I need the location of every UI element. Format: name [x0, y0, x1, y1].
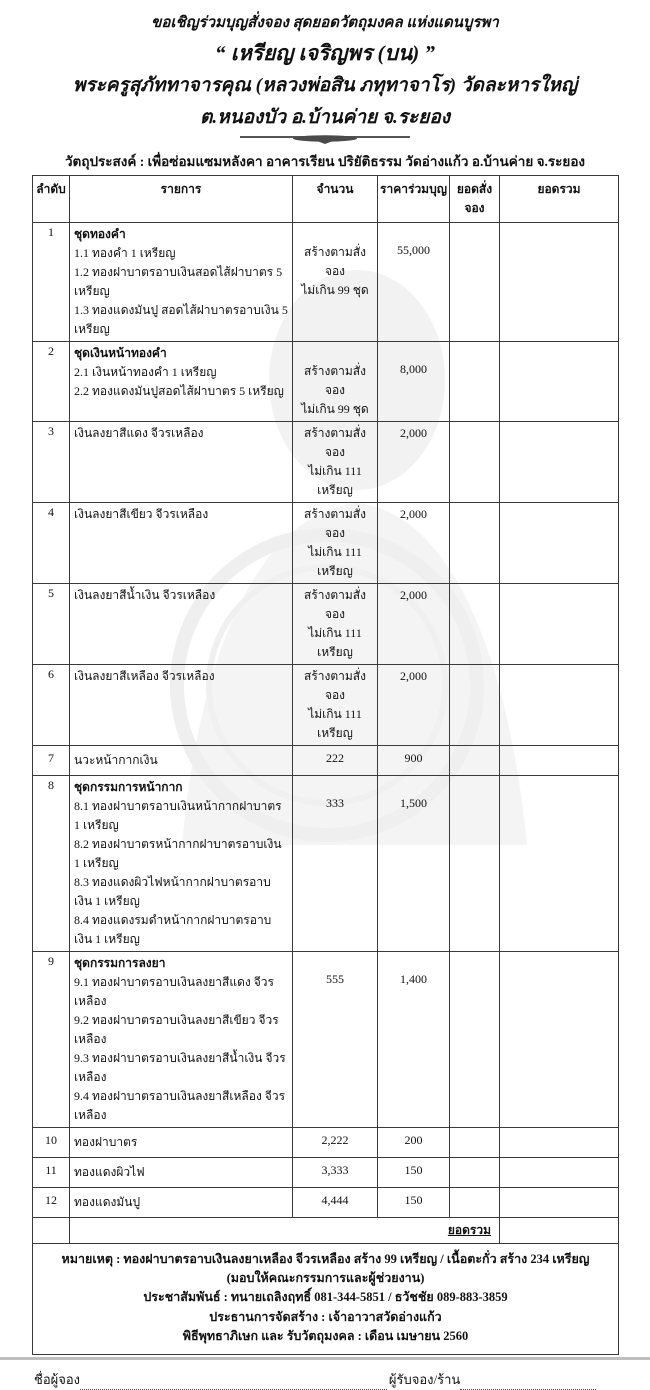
item-text: เงินลงยาสีแดง จีวรเหลือง [74, 425, 204, 440]
order-amount-cell [450, 951, 500, 1127]
table-row [33, 341, 619, 421]
table-row [33, 745, 619, 775]
reserver-name-line [80, 1376, 387, 1390]
quantity-line: 2,222 [321, 1132, 349, 1147]
table-row [33, 951, 619, 1127]
item-subline: 8.2 ทองฝาบาตรหน้ากากฝาบาตรอาบเงิน 1 เหรียญ [74, 836, 282, 870]
price-cell: 150 [378, 1187, 450, 1217]
quantity-cell [293, 502, 378, 583]
temple-location-line: ต.หนองบัว อ.บ้านค่าย จ.ระยอง [199, 106, 451, 128]
row-number: 7 [33, 745, 70, 775]
price-cell: 2,000 [378, 583, 450, 664]
row-total-cell [500, 951, 619, 1127]
row-total-cell [500, 1127, 619, 1157]
header-invite-line: ขอเชิญร่วมบุญสั่งจอง สุดยอดวัตถุมงคล แห่งแดนบูรพา [151, 15, 499, 31]
item-cell [70, 222, 293, 341]
row-number: 11 [33, 1157, 70, 1187]
row-total-cell [500, 222, 619, 341]
table-row [33, 1157, 619, 1187]
row-total-cell [500, 745, 619, 775]
item-cell [70, 1157, 293, 1187]
amulet-name-line: “ เหรียญ เจริญพร (บน) ” [215, 40, 435, 65]
row-number: 12 [33, 1187, 70, 1217]
quantity-cell [293, 341, 378, 421]
row-total-cell [500, 1187, 619, 1217]
row-total-cell [500, 341, 619, 421]
price-cell: 2,000 [378, 421, 450, 502]
quantity-line: ไม่เกิน 99 ชุด [301, 401, 369, 416]
receiver-shop-line [460, 1376, 596, 1390]
row-total-cell [500, 421, 619, 502]
item-cell [70, 421, 293, 502]
order-amount-cell [450, 583, 500, 664]
item-subline: 2.2 ทองแดงมันปูสอดไส้ฝาบาตร 5 เหรียญ [74, 383, 284, 398]
note-line: ประธานการจัดสร้าง : เจ้าอาวาสวัดอ่างแก้ว [209, 1309, 442, 1324]
row-total-cell [500, 583, 619, 664]
item-subline: 1.3 ทองแดงมันปู สอดไส้ฝาบาตรอาบเงิน 5 เหรียญ [74, 302, 288, 336]
item-text: ทองฝาบาตร [74, 1134, 138, 1149]
quantity-cell [293, 664, 378, 745]
item-text: ทองแดงผิวไฟ [74, 1164, 145, 1179]
item-cell [70, 583, 293, 664]
item-text: เงินลงยาสีเขียว จีวรเหลือง [74, 506, 209, 521]
grand-total-value-cell [500, 1217, 619, 1243]
purpose-line: วัตถุประสงค์ : เพื่อซ่อมแซมหลังคา อาคารเรียน ปริยัติธรรม วัดอ่างแก้ว อ.บ้านค่าย จ.ระยอง [64, 153, 586, 169]
receiver-shop-label: ผู้รับจอง/ร้าน [388, 1372, 461, 1388]
row-number: 1 [33, 222, 70, 341]
table-row [33, 583, 619, 664]
table-row [33, 664, 619, 745]
quantity-line: ไม่เกิน 111 เหรียญ [308, 463, 362, 497]
signature-row [34, 1369, 596, 1390]
price-cell: 200 [378, 1127, 450, 1157]
item-cell [70, 745, 293, 775]
quantity-line: ไม่เกิน 111 เหรียญ [308, 625, 362, 659]
quantity-line: 555 [326, 971, 344, 986]
quantity-line: 222 [326, 750, 344, 765]
item-cell [70, 1127, 293, 1157]
scan-fold-line [0, 1357, 650, 1360]
quantity-line: สร้างตามสั่งจอง [304, 506, 366, 540]
notes-row [33, 1243, 619, 1355]
table-row [33, 775, 619, 951]
quantity-line: 333 [326, 795, 344, 810]
price-cell: 150 [378, 1157, 450, 1187]
row-number: 10 [33, 1127, 70, 1157]
item-subline: 9.1 ทองฝาบาตรอาบเงินลงยาสีแดง จีวรเหลือง [74, 974, 274, 1008]
quantity-cell [293, 583, 378, 664]
row-number: 3 [33, 421, 70, 502]
row-number: 5 [33, 583, 70, 664]
price-cell: 8,000 [378, 341, 450, 421]
item-cell [70, 341, 293, 421]
form-header [0, 14, 650, 144]
order-amount-cell [450, 421, 500, 502]
item-cell [70, 775, 293, 951]
quantity-line: ไม่เกิน 111 เหรียญ [308, 544, 362, 578]
table-row [33, 1187, 619, 1217]
table-row [33, 421, 619, 502]
item-title: ชุดกรรมการหน้ากาก [74, 779, 183, 794]
item-cell [70, 502, 293, 583]
item-subline: 9.4 ทองฝาบาตรอาบเงินลงยาสีเหลือง จีวรเหลือง [74, 1088, 286, 1122]
order-table-wrapper [32, 175, 618, 1356]
notes-section [33, 1243, 619, 1355]
order-amount-cell [450, 1157, 500, 1187]
quantity-cell [293, 1187, 378, 1217]
divider-ornament-icon [240, 132, 410, 144]
row-number: 9 [33, 951, 70, 1127]
item-text: เงินลงยาสีเหลือง จีวรเหลือง [74, 668, 215, 683]
quantity-cell [293, 1157, 378, 1187]
item-subline: 8.1 ทองฝาบาตรอาบเงินหน้ากากฝาบาตร 1 เหรียญ [74, 798, 282, 832]
order-amount-cell [450, 1127, 500, 1157]
item-subline: 9.3 ทองฝาบาตรอาบเงินลงยาสีน้ำเงิน จีวรเหลือง [74, 1050, 286, 1084]
quantity-cell [293, 775, 378, 951]
order-amount-cell [450, 341, 500, 421]
row-total-cell [500, 775, 619, 951]
item-subline: 2.1 เงินหน้าทองคำ 1 เหรียญ [74, 364, 217, 379]
monk-name-line: พระครูสุภัททาจารคุณ (หลวงพ่อสิน ภทุทาจาโร) วัดละหารใหญ่ [72, 75, 578, 96]
price-cell: 900 [378, 745, 450, 775]
item-subline: 9.2 ทองฝาบาตรอาบเงินลงยาสีเขียว จีวรเหลือง [74, 1012, 279, 1046]
item-text: เงินลงยาสีน้ำเงิน จีวรเหลือง [74, 587, 216, 602]
item-title: ชุดเงินหน้าทองคำ [74, 345, 167, 360]
table-header-row [33, 175, 619, 222]
item-title: ชุดทองคำ [74, 226, 126, 241]
quantity-line: ไม่เกิน 99 ชุด [301, 282, 369, 297]
header-cell-2: จำนวน [293, 175, 378, 222]
quantity-line: สร้างตามสั่งจอง [304, 587, 366, 621]
order-amount-cell [450, 1187, 500, 1217]
price-cell: 2,000 [378, 664, 450, 745]
quantity-line: 4,444 [321, 1192, 349, 1207]
reserver-name-label: ชื่อผู้จอง [34, 1372, 81, 1388]
item-subline: 1.1 ทองคำ 1 เหรียญ [74, 245, 176, 260]
order-amount-cell [450, 222, 500, 341]
quantity-cell [293, 421, 378, 502]
quantity-cell [293, 745, 378, 775]
row-total-cell [500, 1157, 619, 1187]
item-subline: 8.4 ทองแดงรมดำหน้ากากฝาบาตรอาบเงิน 1 เหรียญ [74, 912, 272, 946]
grand-total-label: ยอดรวม [70, 1217, 500, 1243]
item-cell [70, 951, 293, 1127]
item-text: ทองแดงมันปู [74, 1194, 141, 1209]
note-line: ประชาสัมพันธ์ : ทนายเถลิงฤทธิ์ 081-344-5851 / ธวัชชัย 089-883-3859 [143, 1290, 508, 1305]
quantity-line: สร้างตามสั่งจอง [304, 425, 366, 459]
price-cell: 2,000 [378, 502, 450, 583]
note-line: (มอบให้คณะกรรมการและผู้ช่วยงาน) [226, 1270, 425, 1285]
order-table-body [33, 222, 619, 1217]
quantity-line: 3,333 [321, 1162, 349, 1177]
item-text: นวะหน้ากากเงิน [74, 752, 158, 767]
order-amount-cell [450, 664, 500, 745]
table-row [33, 222, 619, 341]
quantity-line: สร้างตามสั่งจอง [304, 668, 366, 702]
quantity-cell [293, 222, 378, 341]
table-row [33, 1127, 619, 1157]
table-row [33, 502, 619, 583]
header-cell-1: รายการ [70, 175, 293, 222]
row-total-cell [500, 502, 619, 583]
header-cell-5: ยอดรวม [500, 175, 619, 222]
price-cell: 1,500 [378, 775, 450, 951]
price-cell: 1,400 [378, 951, 450, 1127]
item-subline: 8.3 ทองแดงผิวไฟหน้ากากฝาบาตรอาบเงิน 1 เหรียญ [74, 874, 271, 908]
item-cell [70, 1187, 293, 1217]
order-table [32, 175, 619, 1356]
row-number: 6 [33, 664, 70, 745]
header-cell-0: ลำดับ [33, 175, 70, 222]
header-cell-3: ราคาร่วมบุญ [378, 175, 450, 222]
quantity-line: สร้างตามสั่งจอง [304, 363, 366, 397]
grand-total-row [33, 1217, 619, 1243]
grand-total-spacer [33, 1217, 70, 1243]
item-title: ชุดกรรมการลงยา [74, 955, 166, 970]
row-total-cell [500, 664, 619, 745]
quantity-line: ไม่เกิน 111 เหรียญ [308, 706, 362, 740]
price-cell: 55,000 [378, 222, 450, 341]
row-number: 8 [33, 775, 70, 951]
item-cell [70, 664, 293, 745]
header-cell-4: ยอดสั่งจอง [450, 175, 500, 222]
note-line: พิธีพุทธาภิเษก และ รับวัตถุมงคล : เดือน เมษายน 2560 [182, 1329, 469, 1343]
quantity-cell [293, 951, 378, 1127]
order-amount-cell [450, 775, 500, 951]
order-amount-cell [450, 745, 500, 775]
quantity-cell [293, 1127, 378, 1157]
row-number: 2 [33, 341, 70, 421]
item-subline: 1.2 ทองฝาบาตรอาบเงินสอดไส้ฝาบาตร 5 เหรียญ [74, 264, 283, 298]
row-number: 4 [33, 502, 70, 583]
order-amount-cell [450, 502, 500, 583]
note-line: หมายเหตุ : ทองฝาบาตรอาบเงินลงยาเหลือง จีวรเหลือง สร้าง 99 เหรียญ / เนื้อตะกั่ว สร้าง 234 เหรียญ [61, 1251, 590, 1266]
quantity-line: สร้างตามสั่งจอง [304, 244, 366, 278]
